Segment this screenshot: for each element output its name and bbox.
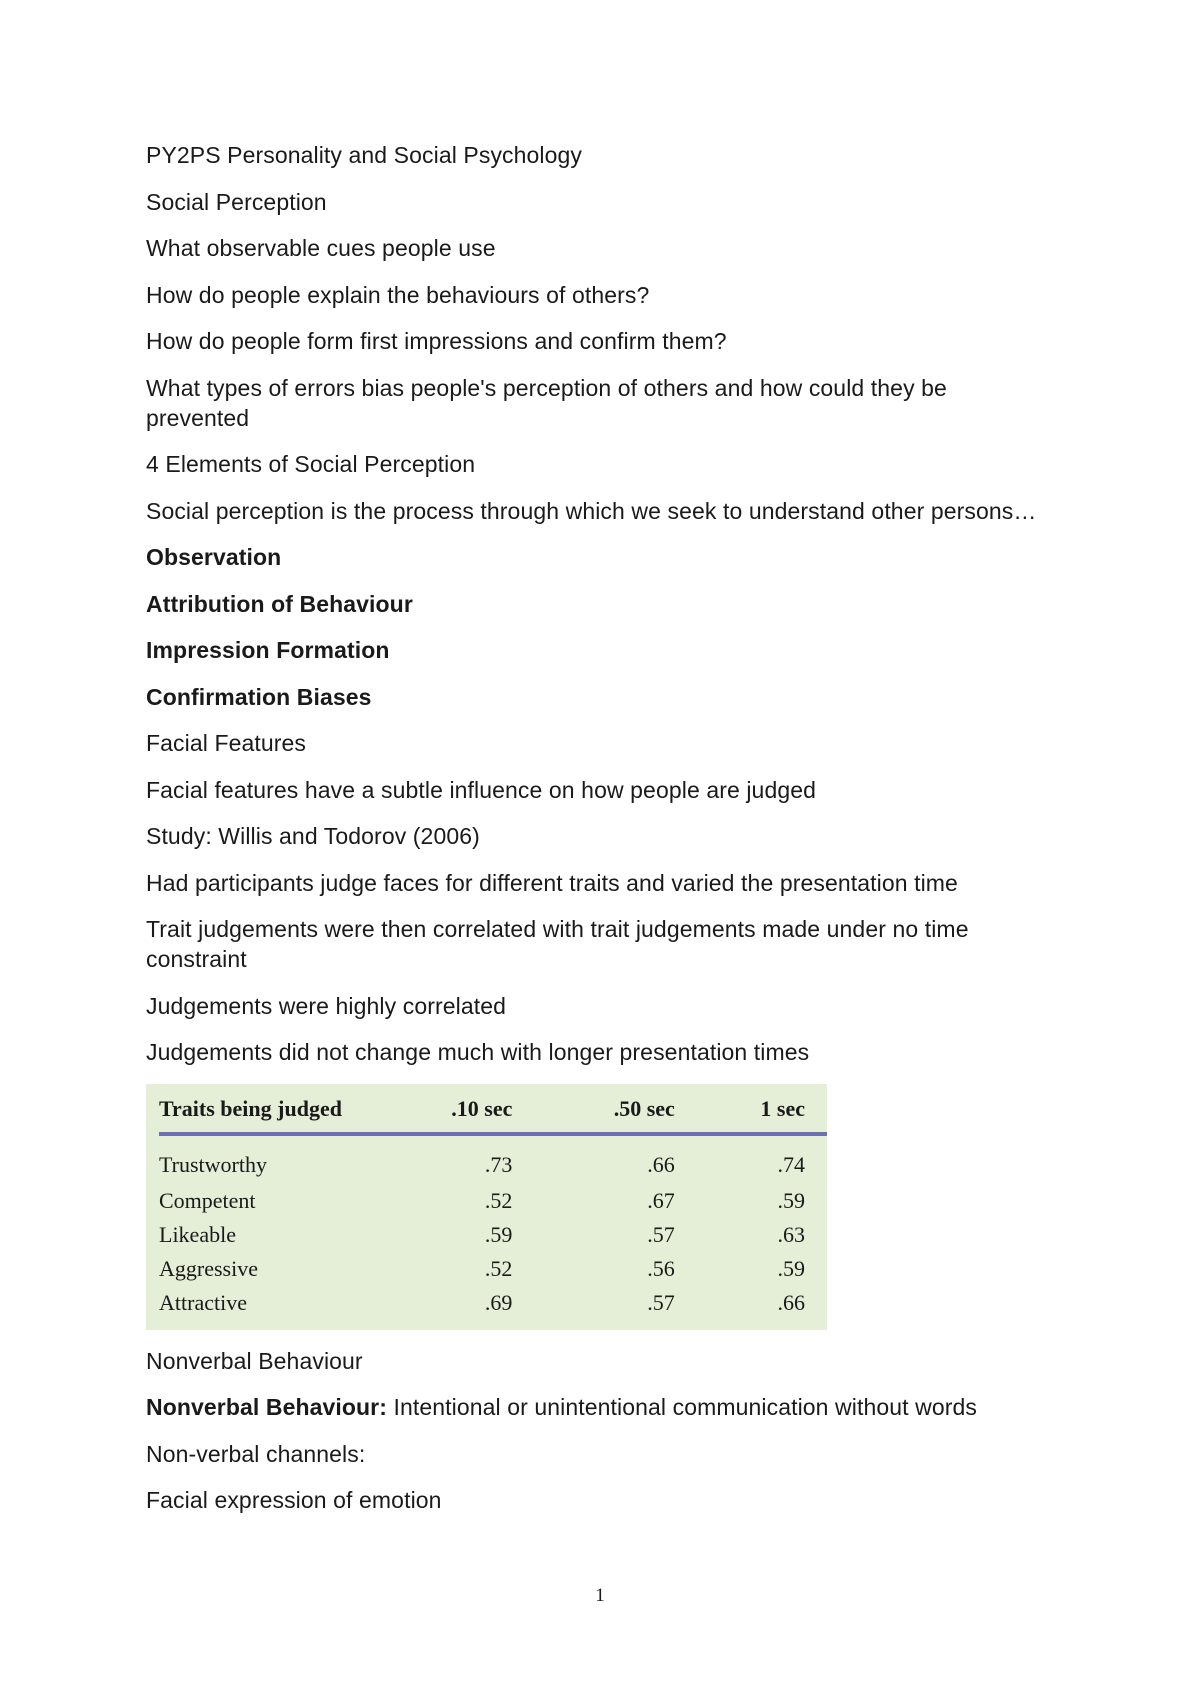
paragraph: What observable cues people use [146, 235, 496, 261]
table-header-cell: .10 sec [423, 1092, 543, 1134]
section-heading-elements: 4 Elements of Social Perception [146, 451, 476, 477]
table-cell: .73 [484, 1151, 513, 1177]
table-header-cell: 1 sec [707, 1092, 827, 1134]
table-cell: .59 [777, 1187, 805, 1213]
table-header-cell: Traits being judged [159, 1092, 423, 1134]
element-attribution: Attribution of Behaviour [146, 590, 413, 617]
table-cell: .69 [484, 1289, 513, 1315]
paragraph: Facial expression of emotion [146, 1487, 442, 1513]
definition-nonverbal-behaviour [146, 1392, 1046, 1422]
table-cell-trait: Competent [159, 1187, 256, 1213]
table-header-cell: .50 sec [542, 1092, 706, 1134]
table-cell: .67 [647, 1187, 675, 1213]
table-row [159, 1286, 827, 1320]
table-row [159, 1134, 827, 1184]
table-cell: .56 [647, 1255, 675, 1281]
table-cell: .74 [777, 1151, 805, 1177]
table-cell-trait: Attractive [159, 1289, 247, 1315]
traits-table [159, 1092, 827, 1320]
table-row [159, 1218, 827, 1252]
page-number: 1 [595, 1585, 605, 1606]
paragraph: Trait judgements were then correlated with trait judgements made under no time constraint [146, 916, 969, 972]
table-row [159, 1252, 827, 1286]
table-cell: .57 [647, 1221, 675, 1247]
section-heading-facial-features: Facial Features [146, 730, 307, 756]
paragraph: Non-verbal channels: [146, 1440, 366, 1467]
table-cell: .66 [777, 1289, 805, 1315]
table-cell: .63 [777, 1221, 805, 1247]
section-heading-nonverbal: Nonverbal Behaviour [146, 1347, 363, 1374]
table-cell-trait: Likeable [159, 1221, 236, 1247]
table-cell: .57 [647, 1289, 675, 1315]
paragraph: Facial features have a subtle influence on how people are judged [146, 776, 817, 803]
definition-term: Nonverbal Behaviour: [146, 1394, 387, 1420]
paragraph: Judgements were highly correlated [146, 992, 506, 1019]
paragraph: What types of errors bias people's perception of others and how could they be prevented [146, 374, 947, 431]
paragraph: Study: Willis and Todorov (2006) [146, 823, 480, 849]
table-cell-trait: Trustworthy [159, 1151, 267, 1177]
element-impression-formation: Impression Formation [146, 637, 390, 663]
traits-table-figure [146, 1084, 827, 1330]
paragraph: How do people explain the behaviours of others? [146, 281, 650, 308]
table-cell-trait: Aggressive [159, 1255, 258, 1281]
definition-text: Intentional or unintentional communication without words [387, 1394, 977, 1420]
table-cell: .66 [647, 1151, 675, 1177]
table-row [159, 1184, 827, 1218]
paragraph: How do people form first impressions and confirm them? [146, 328, 727, 354]
paragraph: Judgements did not change much with longer presentation times [146, 1039, 810, 1065]
element-confirmation-biases: Confirmation Biases [146, 683, 372, 710]
page-content [146, 140, 1046, 1532]
paragraph: Had participants judge faces for different traits and varied the presentation time [146, 869, 958, 896]
table-cell: .52 [484, 1255, 513, 1281]
table-cell: .59 [484, 1221, 513, 1247]
element-observation: Observation [146, 544, 282, 570]
table-cell: .59 [777, 1255, 805, 1281]
table-header-row [159, 1092, 827, 1134]
paragraph: Social perception is the process through which we seek to understand other persons… [146, 497, 1037, 524]
document-title: PY2PS Personality and Social Psychology [146, 142, 583, 168]
section-heading-social-perception: Social Perception [146, 188, 327, 215]
table-cell: .52 [484, 1187, 513, 1213]
